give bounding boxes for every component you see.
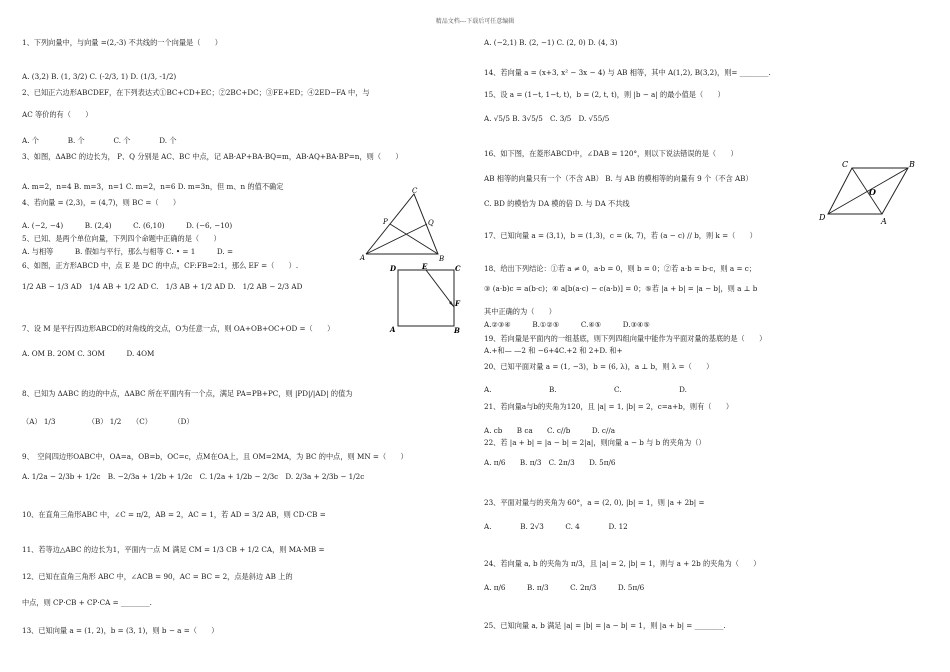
question-line: AC 等价的有（ ） (22, 110, 93, 119)
label-d: D (819, 213, 826, 222)
label-d: D (390, 264, 397, 273)
label-c: C (842, 160, 849, 169)
triangle-figure (356, 186, 446, 262)
question-line: 2、已知正六边形ABCDEF，在下列表达式①BC+CD+EC；②2BC+DC；③FE+ED；④2ED−FA 中，与 (22, 88, 370, 97)
question-line: C. BD 的模恰为 DA 模的倍 D. 与 DA 不共线 (484, 199, 630, 208)
question-line: A. B. 2√3 C. 4 D. 12 (484, 522, 628, 531)
question-line: 11、若等边△ABC 的边长为1，平面内一点 M 满足 CM = 1/3 CB + 1/2 CA，则 MA·MB = (22, 545, 325, 554)
question-line: 19、若向量是平面内的一组基底，则下列四组向量中能作为平面对量的基底的是（ ） (484, 334, 767, 343)
question-line: 其中正确的为（ ） (484, 307, 556, 316)
question-line: 中点，则 CP·CB + CP·CA = ________. (22, 598, 152, 607)
question-line: A. cb B ca C. c//b D. c//a (484, 426, 616, 435)
label-f: F (455, 299, 460, 308)
question-line: AB 相等的向量只有一个（不含 AB） B. 与 AB 的模相等的向量有 9 个（不含 AB） (484, 174, 753, 183)
question-line: 15、设 a = (1−t, 1−t, t)，b = (2, t, t)，则 |b − a| 的最小值是（ ） (484, 90, 725, 99)
question-line: 10、在直角三角形ABC 中，∠C = π/2，AB = 2，AC = 1，若 AD = 3/2 AB，则 CD·CB = (22, 510, 326, 519)
question-line: 17、已知向量 a = (3,1)，b = (1,3)，c = (k, 7)，若 (a − c) // b，则 k =（ ） (484, 231, 757, 240)
label-c: C (412, 187, 418, 195)
question-line: 24、若向量 a, b 的夹角为 π/3，且 |a| = 2, |b| = 1，则与 a + 2b 的夹角为（ ） (484, 559, 761, 568)
question-line: 8、已知为 ΔABC 的边的中点，ΔABC 所在平面内有一个点，满足 PA=PB+PC，则 |PD|/|AD| 的值为 (22, 389, 353, 398)
label-c: C (455, 264, 461, 273)
question-line: 4、若向量 = (2,3)，= (4,7)，则 BC =（ ） (22, 198, 181, 207)
question-line: A. π/6 B. π/3 C. 2π/3 D. 5π/6 (484, 583, 645, 592)
question-line: A. m=2，n=4 B. m=3，n=1 C. m=2，n=6 D. m=3n，但 m、n 的值不确定 (22, 182, 284, 191)
question-line: A. 1/2a − 2/3b + 1/2c B. −2/3a + 1/2b + 1/2c C. 1/2a + 1/2b − 2/3c D. 2/3a + 2/3b − 1/2c (22, 472, 365, 481)
question-line: 12、已知在直角三角形 ABC 中，∠ACB = 90，AC = BC = 2，点是斜边 AB 上的 (22, 572, 293, 581)
question-line: 3、如图，ΔABC 的边长为， P、Q 分别是 AC、BC 中点，记 AB·AP+BA·BQ=m，AB·AQ+BA·BP=n，则（ ） (22, 152, 403, 161)
question-line: 13、已知向量 a = (1, 2)，b = (3, 1)，则 b − a =（ ） (22, 626, 219, 635)
question-line: A. (−2,1) B. (2, −1) C. (2, 0) D. (4, 3) (484, 38, 618, 47)
question-line: A.+和— —2 和 −6+4C.+2 和 2+D. 和+ (484, 346, 623, 355)
question-line: 6、如图，正方形ABCD 中，点 E 是 DC 的中点，CF:FB=2:1，那么 EF =（ ）. (22, 261, 299, 270)
question-line: 21、若向量a与b的夹角为120，且 |a| = 1, |b| = 2，c=a+b，则有（ ） (484, 402, 734, 411)
question-line: 1、下列向量中，与向量 =(2,-3) 不共线的一个向量是（ ） (22, 38, 222, 47)
label-q: Q (428, 219, 434, 227)
label-b: B (439, 255, 445, 262)
question-line: 14、若向量 a = (x+3, x² − 3x − 4) 与 AB 相等，其中 A(1,2), B(3,2)，则= ________. (484, 68, 771, 77)
question-line: 18、给出下列结论：①若 a ≠ 0，a·b = 0，则 b = 0；②若 a·b = b·c，则 a = c； (484, 264, 756, 273)
question-line: A. √5/5 B. 3√5/5 C. 3/5 D. √55/5 (484, 114, 610, 123)
question-line: A. π/6 B. π/3 C. 2π/3 D. 5π/6 (484, 458, 616, 467)
label-a: A (360, 254, 366, 262)
square-figure (388, 262, 464, 334)
question-line: A. B. C. D. (484, 385, 687, 394)
question-line: A. (−2, −4) B. (2,4) C. (6,10) D. (−6, −10) (22, 221, 233, 230)
question-line: A. OM B. 2OM C. 3OM D. 4OM (22, 349, 155, 358)
question-line: （A） 1/3 （B） 1/2 （C） （D） (22, 417, 194, 426)
question-line: 25、已知向量 a, b 满足 |a| = |b| = |a − b| = 1，则 |a + b| = ________. (484, 621, 726, 630)
question-line: A.②③④ B.①②⑤ C.④⑤ D.③④⑤ (484, 320, 650, 329)
question-line: 22、若 |a + b| = |a − b| = 2|a|，则向量 a − b 与 b 的夹角为（） (484, 438, 706, 447)
question-line: 23、平面对量与的夹角为 60°，a = (2, 0), |b| = 1，则 |a + 2b| = (484, 498, 705, 507)
page-header: 精品文档---下载后可任意编辑 (435, 18, 515, 25)
question-line: 7、设 M 是平行四边形ABCD的对角线的交点，O为任意一点，则 OA+OB+OC+OD =（ ） (22, 324, 335, 333)
question-line: 20、已知平面对量 a = (1, −3)，b = (6, λ)，a ⊥ b，则 λ =（ ） (484, 362, 714, 371)
question-line: ③ (a·b)c = a(b·c)；④ a[b(a·c) − c(a·b)] = 0；⑤若 |a + b| = |a − b|，则 a ⊥ b (484, 284, 758, 293)
label-a: A (881, 217, 887, 226)
label-b: B (454, 326, 460, 334)
rhombus-figure (818, 158, 922, 228)
question-line: 16、如下图，在菱形ABCD中，∠DAB = 120°，则以下说法错误的是（ ） (484, 149, 738, 158)
question-line: A. (3,2) B. (1, 3/2) C. (-2/3, 1) D. (1/3, -1/2) (22, 72, 177, 81)
question-line: 1/2 AB − 1/3 AD 1/4 AB + 1/2 AD C. 1/3 AB + 1/2 AD D. 1/2 AB − 2/3 AD (22, 282, 303, 291)
question-line: A. 个 B. 个 C. 个 D. 个 (22, 136, 177, 145)
label-b: B (909, 160, 915, 169)
label-a: A (390, 325, 396, 334)
label-e: E (422, 262, 428, 271)
question-line: A. 与相等 B. 假如与平行，那么与相等 C. • = 1 D. = (22, 247, 233, 256)
label-p: P (383, 218, 388, 226)
label-o: O (869, 187, 876, 197)
question-line: 5、已知、是两个单位向量，下列四个命题中正确的是（ ） (22, 234, 221, 243)
question-line: 9、 空间四边形OABC中，OA=a，OB=b，OC=c，点M在OA上，且 OM=2MA，为 BC 的中点，则 MN =（ ） (22, 452, 408, 461)
